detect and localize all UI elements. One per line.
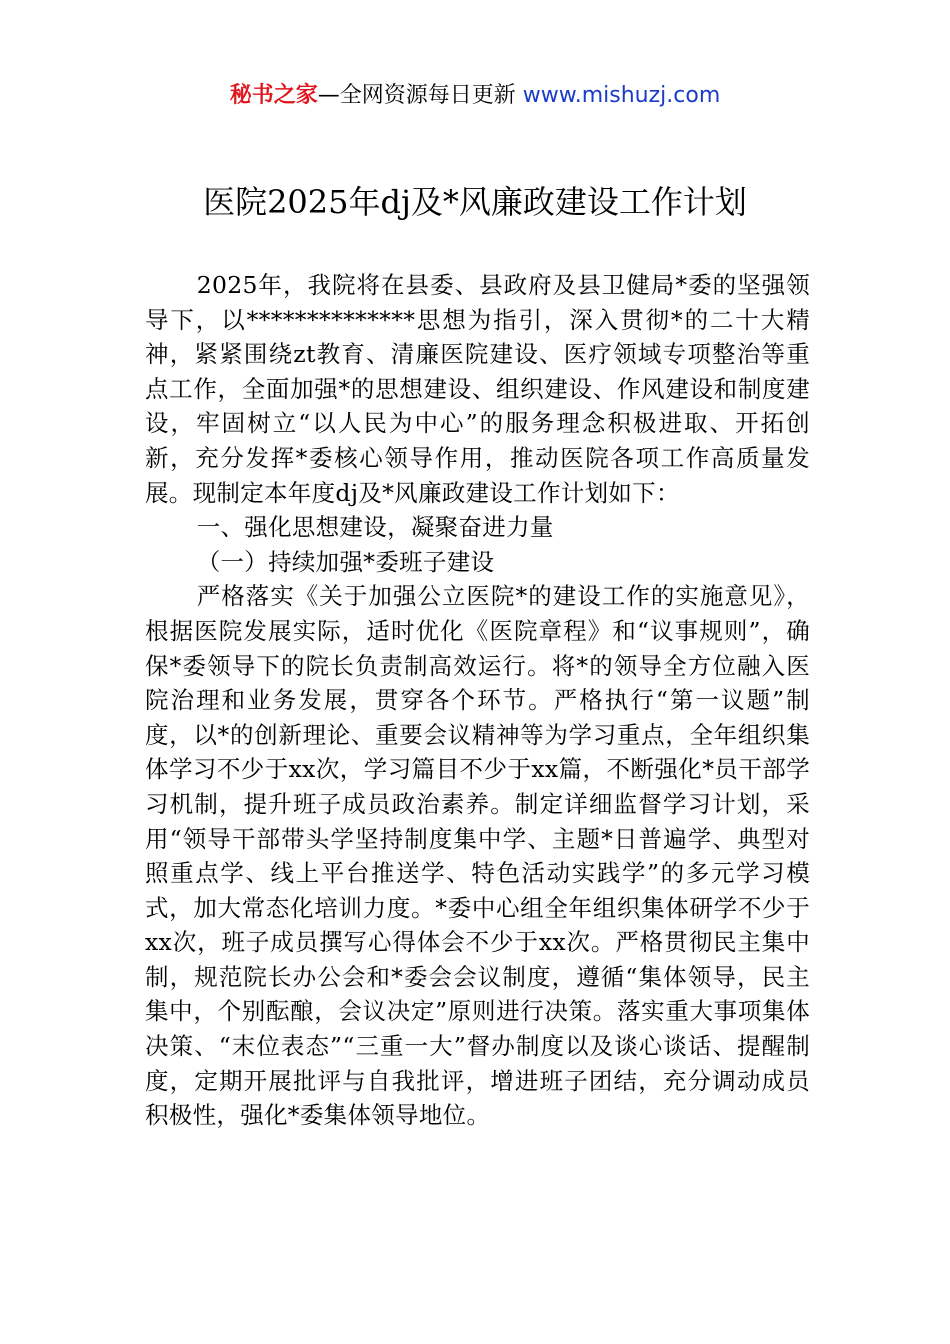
- body-paragraph: 严格落实《关于加强公立医院*的建设工作的实施意见》，根据医院发展实际，适时优化《医院章程》和“议事规则”，确保*委领导下的院长负责制高效运行。将*的领导全方位融入医院治理和业务发展，贯穿各个环节。严格执行“第一议题”制度，以*的创新理论、重要会议精神等为学习重点，全年组织集体学习不少于xx次，学习篇目不少于xx篇，不断强化*员干部学习机制，提升班子成员政治素养。制定详细监督学习计划，采用“领导干部带头学坚持制度集中学、主题*日普遍学、典型对照重点学、线上平台推送学、特色活动实践学”的多元学习模式，加大常态化培训力度。*委中心组全年组织集体研学不少于xx次，班子成员撰写心得体会不少于xx次。严格贯彻民主集中制，规范院长办公会和*委会会议制度，遵循“集体领导，民主集中，个别酝酿，会议决定”原则进行决策。落实重大事项集体决策、“末位表态”“三重一大”督办制度以及谈心谈话、提醒制度，定期开展批评与自我批评，增进班子团结，充分调动成员积极性，强化*委集体领导地位。: [145, 582, 810, 1130]
- document-title: 医院2025年dj及*风廉政建设工作计划: [203, 183, 747, 221]
- intro-paragraph: 2025年，我院将在县委、县政府及县卫健局*委的坚强领导下，以**************思想为指引，深入贯彻*的二十大精神，紧紧围绕zt教育、清廉医院建设、医疗领域专项整治等重点工作，全面加强*的思想建设、组织建设、作风建设和制度建设，牢固树立“以人民为中心”的服务理念积极进取、开拓创新，充分发挥*委核心领导作用，推动医院各项工作高质量发展。现制定本年度dj及*风廉政建设工作计划如下：: [145, 271, 810, 507]
- site-url-link[interactable]: www.mishuzj.com: [522, 83, 721, 108]
- brand-name: 秘书之家: [229, 83, 318, 108]
- section-heading-1: 一、强化思想建设，凝聚奋进力量: [196, 513, 554, 542]
- site-header: [0, 80, 950, 112]
- subsection-heading-1-1: （一）持续加强*委班子建设: [196, 547, 495, 576]
- document-body: [145, 268, 810, 1133]
- header-slogan: —全网资源每日更新: [317, 83, 516, 108]
